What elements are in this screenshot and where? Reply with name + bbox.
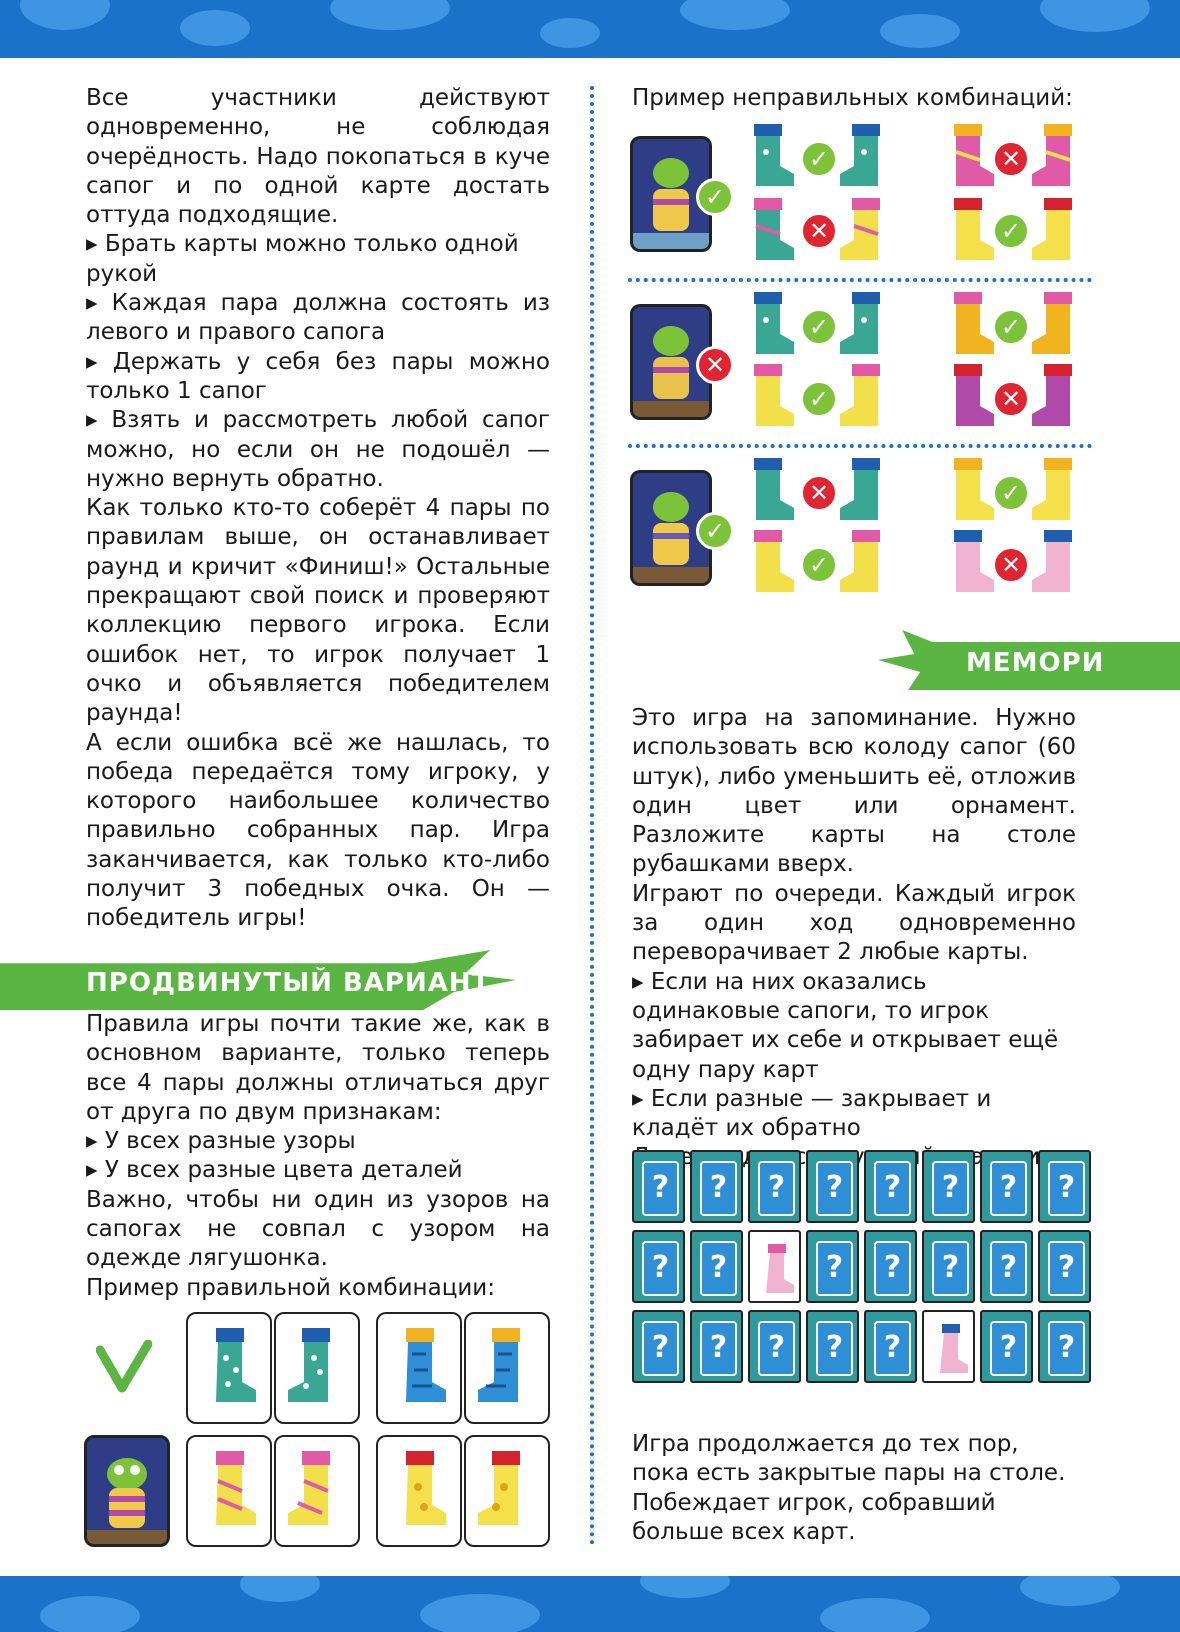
boot-card <box>186 1312 272 1424</box>
memory-card-back[interactable] <box>632 1230 685 1303</box>
boot-card <box>274 1312 360 1424</box>
correct-mark-icon: ✓ <box>992 474 1030 512</box>
wrong-example-label: Пример неправильных комбинаций: <box>632 85 1073 111</box>
advanced-note: Важно, чтобы ни один из узоров на сапогах не совпал с узором на одежде лягушонка. <box>86 1186 550 1272</box>
question-icon: ? <box>1048 1321 1085 1376</box>
question-icon: ? <box>642 1321 679 1376</box>
row-separator <box>628 278 1092 282</box>
boot-image <box>1022 362 1088 434</box>
boot-card <box>464 1435 550 1547</box>
question-icon: ? <box>990 1241 1027 1296</box>
decor-blob <box>680 0 790 30</box>
memory-card-back[interactable] <box>748 1150 801 1223</box>
question-icon: ? <box>990 1321 1027 1376</box>
question-icon: ? <box>932 1241 969 1296</box>
decor-blob <box>330 0 450 30</box>
memory-banner <box>878 630 1180 690</box>
boot-image <box>830 528 896 600</box>
question-icon: ? <box>758 1321 795 1376</box>
memory-text-block <box>632 704 1076 1173</box>
rule-item: ▸ Каждая пара должна состоять из левого и правого сапога <box>86 290 550 346</box>
advanced-intro: Правила игры почти такие же, как в основном варианте, только теперь все 4 пары должны отличаться друг от друга по двум признакам: <box>86 1011 550 1125</box>
boot-image <box>738 196 804 268</box>
question-icon: ? <box>642 1241 679 1296</box>
row-separator <box>628 444 1092 448</box>
question-icon: ? <box>700 1321 737 1376</box>
wrong-mark-icon: ✕ <box>800 212 838 250</box>
memory-card-back[interactable] <box>980 1230 1033 1303</box>
memory-card-back[interactable] <box>806 1150 859 1223</box>
rule-item: ▸ Брать карты можно только одной рукой <box>86 231 519 287</box>
boot-image <box>830 362 896 434</box>
check-mark-icon <box>96 1340 152 1396</box>
correct-mark-icon: ✓ <box>992 212 1030 250</box>
boot-image <box>1022 196 1088 268</box>
intro-paragraph: Все участники действуют одновременно, не соблюдая очерёдность. Надо покопаться в куче сапог и по одной карте достать оттуда подходящие. <box>86 85 550 229</box>
boot-card <box>464 1312 550 1424</box>
error-paragraph: А если ошибка всё же нашлась, то победа передаётся тому игроку, у которого наибольшее количество правильно собранных пар. Игра заканчивается, как только кто-либо получит 3 победных очка. Он — победитель игры! <box>86 729 550 932</box>
question-icon: ? <box>758 1161 795 1216</box>
memory-card-open[interactable] <box>922 1310 975 1383</box>
question-icon: ? <box>990 1161 1027 1216</box>
boot-image <box>830 290 896 362</box>
boot-card <box>376 1312 462 1424</box>
memory-card-back[interactable] <box>864 1310 917 1383</box>
memory-card-back[interactable] <box>690 1310 743 1383</box>
advanced-banner-title: ПРОДВИНУТЫЙ ВАРИАНТ <box>86 968 491 998</box>
frog-card <box>84 1435 170 1547</box>
decor-blob <box>180 10 250 46</box>
decor-blob <box>240 1576 320 1602</box>
advanced-rule: ▸ У всех разные узоры <box>86 1128 356 1155</box>
memory-outro: Игра продолжается до тех пор, пока есть закрытые пары на столе. Побеждает игрок, собравший больше всех карт. <box>632 1431 1066 1545</box>
advanced-text-block <box>86 1010 550 1303</box>
correct-mark-icon: ✓ <box>696 512 734 550</box>
question-icon: ? <box>816 1241 853 1296</box>
memory-card-back[interactable] <box>922 1230 975 1303</box>
correct-mark-icon: ✓ <box>992 308 1030 346</box>
bottom-decor-band <box>0 1576 1180 1632</box>
correct-mark-icon: ✓ <box>800 308 838 346</box>
finish-paragraph: Как только кто-то соберёт 4 пары по правилам выше, он останавливает раунд и кричит «Финиш!» Остальные прекращают свой поиск и проверяют коллекцию первого игрока. Если ошибок нет, то игрок получает 1 очко и объявляется победителем раунда! <box>86 495 550 727</box>
decor-blob <box>20 0 110 30</box>
decor-blob <box>820 1598 930 1632</box>
question-icon: ? <box>1048 1241 1085 1296</box>
question-icon: ? <box>1048 1161 1085 1216</box>
memory-intro: Это игра на запоминание. Нужно использовать всю колоду сапог (60 штук), либо уменьшить её, отложив один цвет или орнамент. Разложите карты на столе рубашками вверх. <box>632 705 1076 878</box>
rule-item: ▸ Держать у себя без пары можно только 1 сапог <box>86 348 550 404</box>
wrong-mark-icon: ✕ <box>696 346 734 384</box>
memory-card-back[interactable] <box>806 1230 859 1303</box>
memory-card-open[interactable] <box>748 1230 801 1303</box>
question-icon: ? <box>874 1321 911 1376</box>
decor-blob <box>540 18 600 48</box>
memory-card-back[interactable] <box>806 1310 859 1383</box>
decor-blob <box>1020 1576 1120 1606</box>
decor-blob <box>1040 0 1150 32</box>
wrong-mark-icon: ✕ <box>992 380 1030 418</box>
decor-blob <box>880 14 960 48</box>
wrong-mark-icon: ✕ <box>992 140 1030 178</box>
question-icon: ? <box>932 1161 969 1216</box>
boot-image <box>830 122 896 194</box>
question-icon: ? <box>642 1161 679 1216</box>
boot-image <box>1022 456 1088 528</box>
correct-mark-icon: ✓ <box>800 546 838 584</box>
memory-card-back[interactable] <box>632 1150 685 1223</box>
memory-card-back[interactable] <box>922 1150 975 1223</box>
memory-turns: Играют по очереди. Каждый игрок за один ход одновременно переворачивает 2 любые карты. <box>632 880 1076 966</box>
boot-image <box>738 456 804 528</box>
question-icon: ? <box>874 1161 911 1216</box>
boot-image <box>830 196 896 268</box>
boot-image <box>738 290 804 362</box>
memory-card-back[interactable] <box>690 1230 743 1303</box>
memory-card-back[interactable] <box>748 1310 801 1383</box>
column-divider <box>590 86 594 1546</box>
boot-image <box>738 122 804 194</box>
memory-card-back[interactable] <box>1038 1310 1091 1383</box>
question-icon: ? <box>874 1241 911 1296</box>
boot-image <box>738 362 804 434</box>
question-icon: ? <box>700 1241 737 1296</box>
correct-mark-icon: ✓ <box>800 140 838 178</box>
memory-banner-title: МЕМОРИ <box>966 648 1105 678</box>
decor-blob <box>40 1596 140 1632</box>
wrong-mark-icon: ✕ <box>992 546 1030 584</box>
memory-card-back[interactable] <box>864 1150 917 1223</box>
decor-blob <box>420 1594 540 1632</box>
wrong-mark-icon: ✕ <box>800 474 838 512</box>
boot-image <box>738 528 804 600</box>
boot-image <box>1022 528 1088 600</box>
correct-example-label: Пример правильной комбинации: <box>86 1274 495 1301</box>
rule-item: ▸ Взять и рассмотреть любой сапог можно, но если он не подошёл — нужно вернуть обратно. <box>86 407 550 492</box>
memory-card-back[interactable] <box>980 1150 1033 1223</box>
memory-card-back[interactable] <box>632 1310 685 1383</box>
rules-text-block <box>86 84 550 934</box>
boot-card <box>274 1435 360 1547</box>
memory-rule: ▸ Если разные — закрывает и кладёт их обратно <box>632 1085 992 1142</box>
boot-image <box>1022 290 1088 362</box>
correct-mark-icon: ✓ <box>696 178 734 216</box>
question-icon: ? <box>700 1161 737 1216</box>
memory-rule: ▸ Если на них оказались одинаковые сапоги, то игрок забирает их себе и открывает ещё одну пару карт <box>632 968 1059 1083</box>
boot-card <box>186 1435 272 1547</box>
boot-image <box>830 456 896 528</box>
advanced-banner <box>0 950 516 1010</box>
boot-card <box>376 1435 462 1547</box>
memory-card-back[interactable] <box>1038 1150 1091 1223</box>
memory-card-back[interactable] <box>1038 1230 1091 1303</box>
advanced-rule: ▸ У всех разные цвета деталей <box>86 1157 463 1184</box>
correct-mark-icon: ✓ <box>800 380 838 418</box>
memory-card-back[interactable] <box>690 1150 743 1223</box>
memory-card-back[interactable] <box>980 1310 1033 1383</box>
boot-image <box>1022 122 1088 194</box>
top-decor-band <box>0 0 1180 58</box>
memory-card-back[interactable] <box>864 1230 917 1303</box>
question-icon: ? <box>816 1161 853 1216</box>
decor-blob <box>640 1576 730 1598</box>
question-icon: ? <box>816 1321 853 1376</box>
